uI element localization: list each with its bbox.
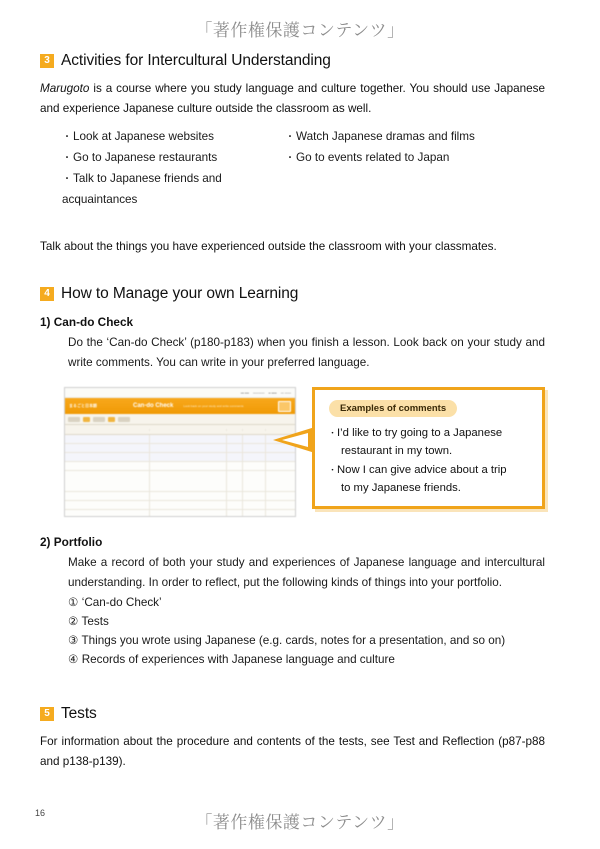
callout-comment-list: [328, 424, 542, 497]
section-title-manage-learning: How to Manage your own Learning: [61, 285, 299, 302]
table-header-cell: [149, 429, 226, 431]
can-do-check-screenshot-image: [64, 387, 296, 517]
section-number-badge-3: 3: [40, 54, 54, 68]
callout-label-badge: Examples of comments: [329, 400, 457, 417]
bullet-col-left-1: [40, 127, 285, 148]
toolbar-chip: [118, 417, 130, 422]
callout-pointer-arrow-inner: [282, 433, 308, 447]
section-heading-activities: [40, 52, 545, 70]
portfolio-list-item: ② Tests: [68, 615, 109, 628]
section-number-badge-5: 5: [40, 707, 54, 721]
comment-line-2: restaurant in my town.: [341, 445, 453, 457]
subitem-portfolio: [40, 535, 545, 669]
comment-line-1: I’d like to try going to a Japanese: [337, 427, 503, 439]
table-header-cell: [242, 429, 265, 431]
subitem-heading-can-do-check: [40, 315, 545, 329]
section-heading-manage-learning: [40, 285, 545, 303]
portfolio-list-item: ③ Things you wrote using Japanese (e.g. cards, notes for a presentation, and so on): [68, 634, 506, 647]
table-header-cell: [226, 429, 242, 431]
portfolio-list-item: ① ‘Can-do Check’: [68, 596, 162, 609]
screenshot-topbar-text: ••• ••••••: [280, 390, 291, 395]
toolbar-chip: [93, 417, 105, 422]
portfolio-list-item: ④ Records of experiences with Japanese language and culture: [68, 653, 395, 666]
subitem-heading-portfolio: [40, 535, 545, 549]
bullet-row-3: [40, 169, 545, 210]
section-title-activities: Activities for Intercultural Understanding: [61, 52, 331, 69]
bullet-col-left-2: [40, 148, 285, 169]
bullet-item: ・ Watch Japanese dramas and films: [285, 130, 475, 143]
table-row: [65, 444, 295, 453]
examples-of-comments-callout: [312, 387, 545, 509]
screenshot-site-name: まるごと日本語: [69, 403, 97, 408]
subitem-can-do-check: [40, 315, 545, 373]
screenshot-header-bar: [65, 398, 295, 414]
comment-line-2: to my Japanese friends.: [341, 482, 461, 494]
figure-can-do-check: [40, 387, 545, 519]
toolbar-chip: [83, 417, 90, 422]
screenshot-topbar-text: ••• ••••: [240, 390, 249, 395]
page-content: [40, 52, 545, 772]
activities-closing-paragraph: Talk about the things you have experienced outside the classroom with your classmates.: [40, 240, 497, 253]
spacer: [40, 210, 545, 228]
bullet-col-left-3: [40, 169, 285, 210]
table-row: [65, 471, 295, 492]
spacer: [40, 257, 545, 275]
subitem-body-can-do-check: Do the ‘Can-do Check’ (p180-p183) when you finish a lesson. Look back on your study and write comments. You can write in your preferred language.: [68, 336, 545, 369]
toolbar-chip: [108, 417, 115, 422]
table-header-cell: [65, 429, 149, 431]
table-row: [65, 453, 295, 462]
bullet-item: ・ Look at Japanese websites: [62, 130, 214, 143]
bullet-col-right-2: [285, 148, 545, 169]
spacer: [40, 687, 545, 705]
copyright-watermark-top: 「著作権保護コンテンツ」: [195, 21, 405, 41]
table-row: [65, 492, 295, 501]
callout-comment-item: [328, 461, 542, 497]
toolbar-chip: [68, 417, 80, 422]
screenshot-page-title: Can-do Check: [133, 403, 174, 409]
table-row: [65, 510, 295, 517]
marugoto-italic-term: Marugoto: [40, 82, 90, 95]
page-number: 16: [35, 808, 46, 818]
table-row: [65, 462, 295, 471]
subitem-body-portfolio: Make a record of both your study and experiences of Japanese language and intercultural understanding. In order to reflect, put the following kinds of things into your portfolio.: [68, 556, 545, 589]
subitem-number: 1): [40, 315, 51, 329]
bullet-item: ・ Go to Japanese restaurants: [62, 151, 217, 164]
section-number-badge-4: 4: [40, 287, 54, 301]
portfolio-numbered-list: [68, 593, 545, 669]
screenshot-topbar-text: •••••••••••: [252, 390, 265, 395]
subitem-number: 2): [40, 535, 51, 549]
activities-intro-rest: is a course where you study language and culture together. You should use Japanese and experience Japanese culture outside the classroom as well.: [40, 82, 545, 115]
screenshot-topbar: [65, 388, 295, 398]
section-title-tests: Tests: [61, 705, 97, 722]
activities-bullet-grid: [40, 127, 545, 210]
bullet-item: ・ Talk to Japanese friends and acquaintances: [62, 172, 222, 206]
section-heading-tests: [40, 705, 545, 723]
comment-line-1: Now I can give advice about a trip: [337, 464, 507, 476]
bullet-row-2: [40, 148, 545, 169]
table-row: [65, 435, 295, 444]
subitem-title: Portfolio: [53, 535, 103, 549]
table-row: [65, 501, 295, 510]
screenshot-toolbar: [65, 414, 295, 425]
bullet-item: ・ Go to events related to Japan: [285, 151, 449, 164]
copyright-watermark-bottom: 「著作権保護コンテンツ」: [195, 813, 405, 833]
tests-body-paragraph: For information about the procedure and contents of the tests, see Test and Reflection (p87-p88 and p138-p139).: [40, 735, 545, 768]
bullet-col-right-1: [285, 127, 545, 148]
activities-intro-paragraph: [40, 79, 545, 119]
subitem-title: Can-do Check: [53, 315, 134, 329]
screenshot-table-header: [65, 425, 295, 435]
screenshot-header-note: Look back on your study and write comments: [183, 404, 244, 408]
bullet-row-1: [40, 127, 545, 148]
callout-comment-item: [328, 424, 542, 460]
screenshot-topbar-text: •• •••••: [268, 390, 277, 395]
spacer: [40, 669, 545, 687]
spacer: [40, 275, 545, 285]
screenshot-header-button: [278, 401, 291, 412]
